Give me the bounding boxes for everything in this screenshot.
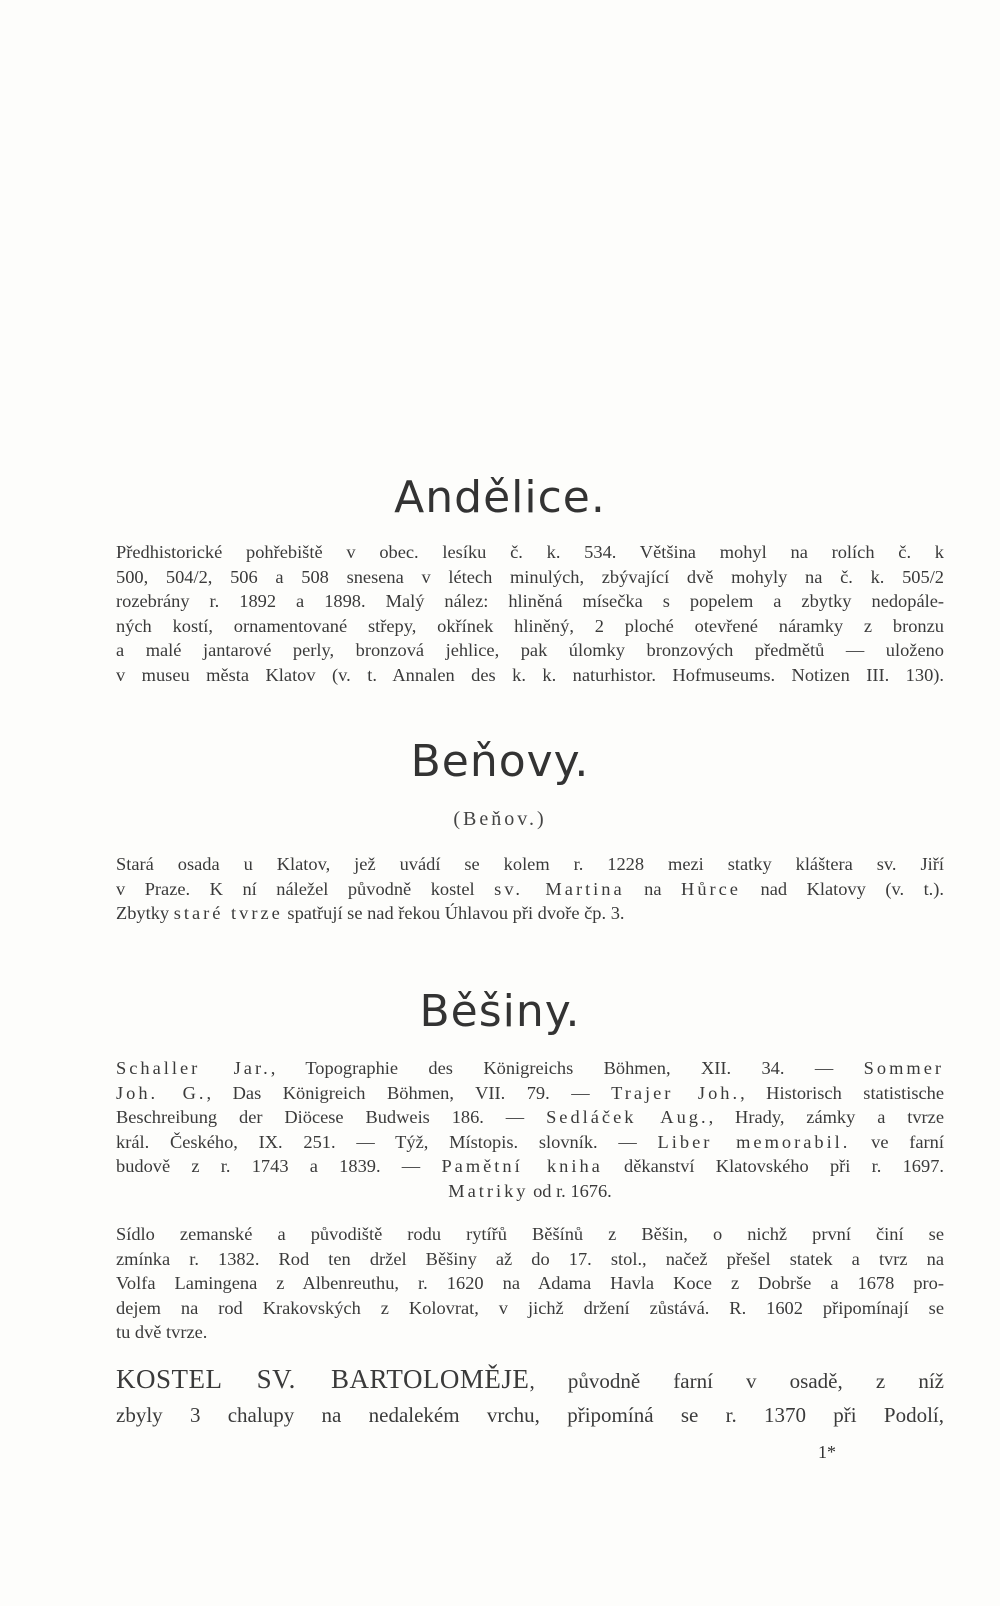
text-segment: spatřují se nad řekou Úhlavou při dvoře čp. 3. bbox=[282, 903, 625, 924]
text-segment: ve farní bbox=[850, 1131, 944, 1152]
text-segment: , Topographie des Königreichs Böhmen, XII. 34. — bbox=[270, 1058, 864, 1078]
text-line bbox=[116, 1081, 944, 1106]
text-line: rozebrány r. 1892 a 1898. Malý nález: hliněná mísečka s popelem a zbytky nedopále- bbox=[116, 591, 944, 612]
text-line: Volfa Lamingena z Albenreuthu, r. 1620 na Adama Havla Koce z Dobrše a 1678 pro- bbox=[116, 1273, 944, 1294]
text-line: dejem na rod Krakovských z Kolovrat, v jichž držení zůstává. R. 1602 připomínají se bbox=[116, 1297, 944, 1318]
section-title-besiny: Běšiny. bbox=[419, 986, 581, 1037]
paragraph-kostel bbox=[116, 1362, 944, 1432]
spaced-text: Joh. G. bbox=[116, 1082, 207, 1103]
sources-besiny bbox=[116, 1056, 944, 1204]
text-segment: budově z r. 1743 a 1839. — bbox=[116, 1156, 442, 1177]
text-line: 500, 504/2, 506 a 508 snesena v létech minulých, zbývající dvě mohyly na č. k. 505/2 bbox=[116, 566, 944, 587]
text-line bbox=[116, 877, 944, 902]
text-segment: , původně farní v osadě, z níž bbox=[529, 1369, 944, 1393]
section-title-benovy: Beňovy. bbox=[410, 736, 590, 787]
spaced-text: sv. Martina bbox=[494, 878, 625, 899]
text-line: Stará osada u Klatov, jež uvádí se kolem r. 1228 mezi statky kláštera sv. Jiří bbox=[116, 854, 944, 874]
text-segment: na bbox=[624, 878, 682, 899]
spaced-text: Trajer Joh. bbox=[611, 1082, 741, 1103]
text-segment: , Das Königreich Böhmen, VII. 79. — bbox=[206, 1082, 612, 1103]
text-segment: Zbytky bbox=[116, 903, 174, 924]
spaced-text: staré tvrze bbox=[173, 903, 283, 924]
text-segment: nad Klatovy (v. t.). bbox=[740, 878, 944, 899]
text-line: a malé jantarové perly, bronzová jehlice, pak úlomky bronzových předmětů — uloženo bbox=[116, 640, 944, 661]
spaced-text: Hůrce bbox=[681, 878, 741, 899]
paragraph-besiny bbox=[116, 1222, 944, 1345]
text-segment: v Praze. K ní náležel původně kostel bbox=[116, 878, 495, 899]
text-line bbox=[116, 1154, 944, 1179]
text-segment: od r. 1676. bbox=[528, 1180, 612, 1201]
text-segment: děkanství Klatovského při r. 1697. bbox=[602, 1156, 944, 1177]
text-line: ných kostí, ornamentované střepy, okřínek hliněný, 2 ploché otevřené náramky z bronzu bbox=[116, 615, 944, 636]
kostel-heading: KOSTEL SV. BARTOLOMĚJE bbox=[116, 1364, 530, 1394]
text-line: Předhistorické pohřebiště v obec. lesíku č. k. 534. Většina mohyl na rolích č. k bbox=[116, 542, 944, 562]
text-line: zbyly 3 chalupy na nedalekém vrchu, připomíná se r. 1370 při Podolí, bbox=[116, 1403, 944, 1427]
spaced-text: Sommer bbox=[863, 1058, 944, 1078]
text-line bbox=[116, 1179, 944, 1204]
spaced-text: Liber memorabil. bbox=[657, 1131, 851, 1152]
text-segment: král. Českého, IX. 251. — bbox=[116, 1131, 396, 1152]
page-number: 1* bbox=[818, 1442, 836, 1462]
text-line: Sídlo zemanské a původiště rodu rytířů Běšínů z Běšin, o nichž první činí se bbox=[116, 1224, 944, 1244]
spaced-text: Sedláček Aug. bbox=[546, 1107, 709, 1128]
spaced-text: Matriky bbox=[448, 1180, 529, 1201]
paragraph-andelice bbox=[116, 540, 944, 688]
spaced-text: Schaller Jar. bbox=[116, 1058, 271, 1078]
spaced-text: Pamětní kniha bbox=[441, 1156, 603, 1177]
text-segment: Týž bbox=[395, 1131, 424, 1152]
text-segment: , Historisch statistische bbox=[740, 1082, 944, 1103]
text-line bbox=[116, 1130, 944, 1155]
text-line bbox=[116, 1105, 944, 1130]
section-subtitle-benov: (Beňov.) bbox=[453, 808, 547, 830]
text-line: zmínka r. 1382. Rod ten držel Běšiny až do 17. stol., načež přešel statek a tvrz na bbox=[116, 1248, 944, 1269]
paragraph-benovy bbox=[116, 852, 944, 926]
text-line: tu dvě tvrze. bbox=[116, 1322, 208, 1343]
text-line bbox=[116, 1056, 944, 1081]
text-segment: , Hrady, zámky a tvrze bbox=[708, 1107, 944, 1128]
text-segment: , Místopis. slovník. — bbox=[423, 1131, 658, 1152]
text-line bbox=[116, 901, 944, 926]
section-title-andelice: Andělice. bbox=[394, 472, 606, 523]
text-line bbox=[116, 1362, 944, 1398]
text-line: v museu města Klatov (v. t. Annalen des k. k. naturhistor. Hofmuseums. Notizen III. 130). bbox=[116, 664, 944, 685]
text-segment: Beschreibung der Diöcese Budweis 186. — bbox=[116, 1107, 547, 1128]
